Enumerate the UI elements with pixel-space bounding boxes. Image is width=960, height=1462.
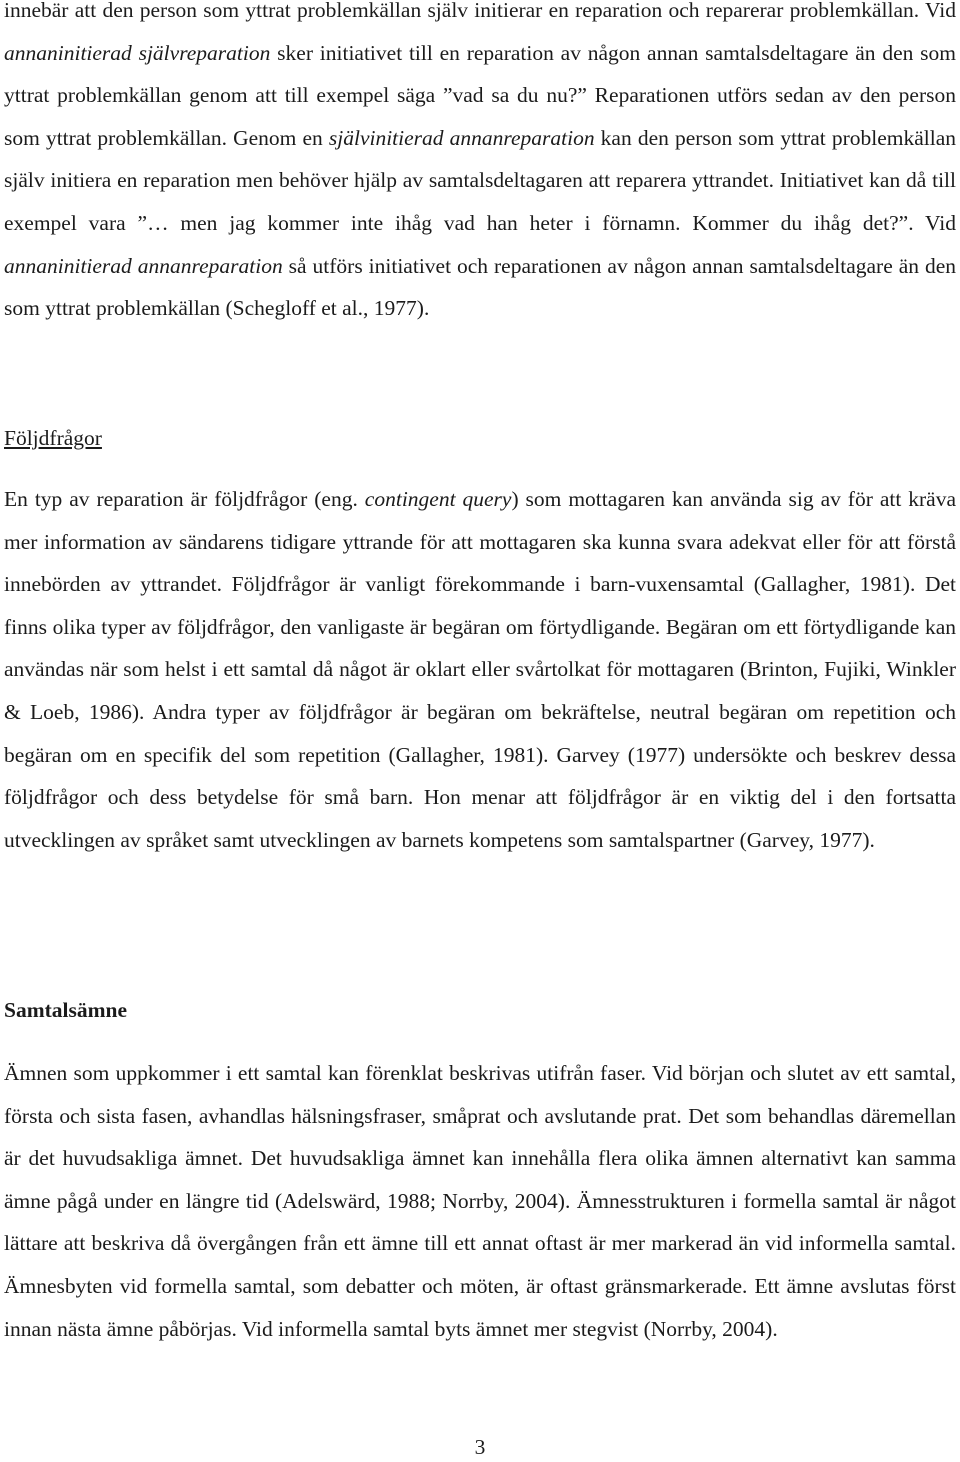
italic-term: självinitierad annanreparation: [328, 125, 595, 150]
italic-term: annaninitierad självreparation: [4, 40, 271, 65]
text-run: kan den person som yttrat problemkällan själv initiera en reparation men behöver hjälp av samtalsdeltagaren att reparera yttrandet. Initiativet kan då till exempel vara ”… men jag kommer inte ihåg vad han heter i förnamn. Kommer du ihåg det?”. Vid: [4, 125, 956, 235]
italic-term: annaninitierad annanreparation: [4, 253, 283, 278]
text-run: så utförs initiativet och reparationen av någon annan samtalsdeltagare än den som yttrat problemkällan (Schegloff et al., 1977).: [4, 253, 956, 321]
text-run: En typ av reparation är följdfrågor (eng.: [4, 487, 365, 511]
text-run: innebär att den person som yttrat problemkällan själv initierar en reparation och reparerar problemkällan. Vid: [4, 0, 956, 22]
section-heading-foljdfragor: Följdfrågor: [4, 426, 102, 450]
paragraph-conversation-topic: Ämnen som uppkommer i ett samtal kan förenklat beskrivas utifrån faser. Vid början och slutet av ett samtal, första och sista fasen, avhandlas hälsningsfraser, småprat och avslutande prat. Det som behandlas däremellan är det huvudsakliga ämnet. Det huvudsakliga ämnet kan innehålla flera olika ämnen alternativt kan samma ämne pågå under en längre tid (Adelswärd, 1988; Norrby, 2004). Ämnesstrukturen i formella samtal är något lättare att beskriva då övergången från ett ämne till ett annat oftast är mer markerad än vid informella samtal. Ämnesbyten vid formella samtal, som debatter och möten, är oftast gränsmarkerade. Ett ämne avslutas först innan nästa ämne påbörjas. Vid informella samtal byts ämnet mer stegvist (Norrby, 2004).: [4, 1061, 956, 1341]
text-run: ) som mottagaren kan använda sig av för att kräva mer information av sändarens tidigare yttrande för att mottagaren ska kunna svara adekvat eller för att förstå innebörden av yttrandet. Följdfrågor är vanligt förekommande i barn-vuxensamtal (Gallagher, 1981). Det finns olika typer av följdfrågor, den vanligaste är begäran om förtydligande. Begäran om ett förtydligande kan användas när som helst i ett samtal då något är oklart eller svårtolkat för mottagaren (Brinton, Fujiki, Winkler & Loeb, 1986). Andra typer av följdfrågor är begäran om bekräftelse, neutral begäran om repetition och begäran om en specifik del som repetition (Gallagher, 1981). Garvey (1977) undersökte och beskrev dessa följdfrågor och dess betydelse för små barn. Hon menar att följdfrågor är en viktig del i den fortsatta utvecklingen av språket samt utvecklingen av barnets kompetens som samtalspartner (Garvey, 1977).: [4, 487, 956, 852]
page-number: 3: [474, 1435, 486, 1459]
section-heading-samtalsamne: Samtalsämne: [4, 998, 128, 1022]
text-run: sker initiativet till en reparation av någon annan samtalsdeltagare än den som yttrat problemkällan genom att till exempel säga ”vad sa du nu?” Reparationen utförs sedan av den person som yttrat problemkällan. Genom en: [4, 40, 956, 150]
paragraph-repair-types: [4, 0, 956, 330]
italic-term: contingent query: [364, 487, 512, 511]
paragraph-followup-questions: [4, 478, 956, 861]
